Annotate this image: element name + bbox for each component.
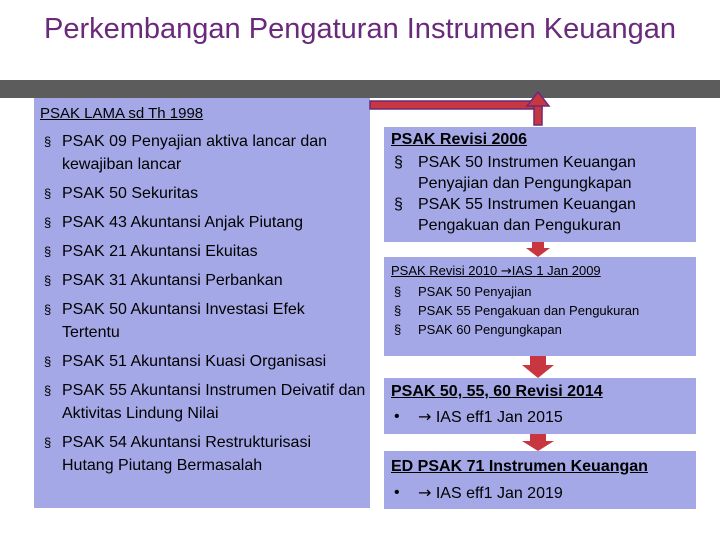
list-item: § PSAK 60 Pengungkapan (394, 322, 562, 337)
list-item: • → IAS eff1 Jan 2019 (394, 483, 563, 502)
elbow-arrow (370, 92, 549, 125)
old-psak-header: PSAK LAMA sd Th 1998 (40, 105, 204, 122)
list-item: § PSAK 21 Akuntansi Ekuitas (42, 240, 366, 263)
slide-title: Perkembangan Pengaturan Instrumen Keuangan (44, 13, 676, 45)
bullet-icon: • (394, 484, 400, 501)
bullet-icon: § (394, 154, 403, 171)
bullet-icon: § (394, 322, 402, 337)
ed-psak-71-list (392, 482, 692, 504)
list-item: § PSAK 55 Pengakuan dan Pengukuran (394, 303, 640, 318)
bullet-icon: • (394, 408, 400, 425)
bullet-icon: § (394, 284, 402, 299)
bullet-icon: § (44, 244, 52, 259)
bullet-icon: § (44, 383, 52, 398)
bullet-icon: § (44, 354, 52, 369)
list-item: § PSAK 55 Akuntansi Instrumen Deivatif dan Aktivitas Lindung Nilai (42, 379, 366, 425)
bullet-icon: § (44, 186, 52, 201)
list-item: § PSAK 09 Penyajian aktiva lancar dan kewajiban lancar (42, 130, 366, 176)
list-item: § PSAK 31 Akuntansi Perbankan (42, 269, 366, 292)
revisi-2006-header: PSAK Revisi 2006 (391, 131, 528, 148)
arrow-right-icon: → (418, 483, 432, 502)
revisi-2010-header: PSAK Revisi 2010 →IAS 1 Jan 2009 (391, 263, 601, 279)
down-arrow-2 (522, 356, 554, 378)
revisi-2010-list (392, 282, 692, 339)
list-item: § PSAK 54 Akuntansi Restrukturisasi Hutang Piutang Bermasalah (42, 431, 366, 477)
list-item: § PSAK 50 Akuntansi Investasi Efek Tertentu (42, 298, 366, 344)
list-item: § PSAK 50 Instrumen Keuangan Penyajian dan Pengungkapan (394, 154, 636, 192)
bullet-icon: § (44, 435, 52, 450)
bullet-icon: § (394, 303, 402, 318)
down-arrow-1 (526, 242, 550, 257)
revisi-2006-list (392, 152, 692, 236)
list-item: § PSAK 51 Akuntansi Kuasi Organisasi (42, 350, 366, 373)
list-item: § PSAK 50 Penyajian (394, 284, 532, 299)
bullet-icon: § (44, 273, 52, 288)
down-arrow-3 (522, 434, 554, 451)
bullet-icon: § (44, 302, 52, 317)
list-item: • → IAS eff1 Jan 2015 (394, 407, 563, 426)
revisi-2014-header: PSAK 50, 55, 60 Revisi 2014 (391, 383, 603, 400)
bullet-icon: § (44, 215, 52, 230)
arrow-right-icon: → (500, 264, 512, 279)
list-item: § PSAK 55 Instrumen Keuangan Pengakuan dan Pengukuran (394, 196, 636, 234)
list-item: § PSAK 43 Akuntansi Anjak Piutang (42, 211, 366, 234)
bullet-icon: § (394, 196, 403, 213)
bullet-icon: § (44, 134, 52, 149)
arrow-right-icon: → (418, 407, 432, 426)
list-item: § PSAK 50 Sekuritas (42, 182, 366, 205)
revisi-2014-list (392, 406, 692, 428)
ed-psak-71-header: ED PSAK 71 Instrumen Keuangan (391, 458, 648, 475)
